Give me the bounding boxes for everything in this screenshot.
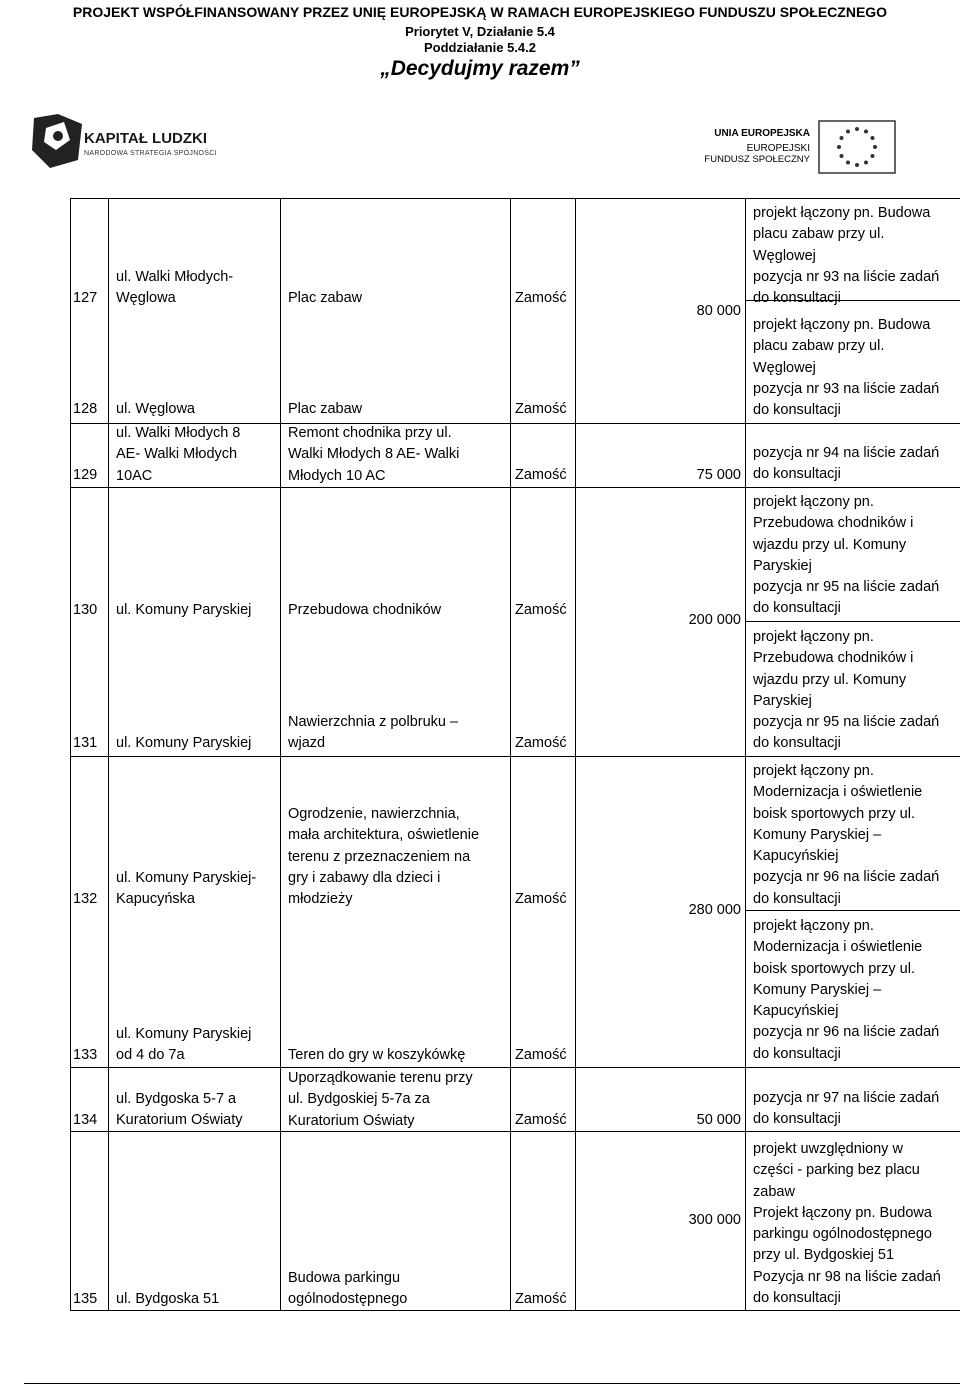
kapital-ludzki-logo (28, 110, 288, 172)
place-cell: Zamość (515, 602, 567, 618)
place-cell: Zamość (515, 290, 567, 306)
kapital-ludzki-title: KAPITAŁ LUDZKI (84, 130, 208, 147)
amount-cell: 80 000 (696, 303, 741, 319)
column-divider-4 (575, 198, 576, 1310)
note-divider (745, 910, 960, 911)
note-divider (745, 621, 960, 622)
note-cell: projekt łączony pn. Modernizacja i oświetlenie boisk sportowych przy ul. Komuny Paryskiej – Kapucyńskiej pozycja nr 96 na liście zadań do konsultacji (753, 918, 940, 1062)
note-cell: projekt łączony pn. Budowa placu zabaw przy ul. Węglowej pozycja nr 93 na liście zadań do konsultacji (753, 205, 940, 307)
row-number: 129 (73, 467, 98, 483)
row-number: 130 (73, 602, 98, 618)
street-cell: ul. Komuny Paryskiej (116, 735, 252, 751)
row-divider (70, 487, 960, 488)
note-cell: projekt łączony pn. Budowa placu zabaw przy ul. Węglowej pozycja nr 93 na liście zadań do konsultacji (753, 317, 940, 419)
header-line-1: PROJEKT WSPÓŁFINANSOWANY PRZEZ UNIĘ EUROPEJSKĄ W RAMACH EUROPEJSKIEGO FUNDUSZU SPOŁECZNEGO (72, 4, 888, 20)
column-divider-3 (510, 198, 511, 1310)
street-cell: ul. Węglowa (116, 401, 195, 417)
note-cell: projekt uwzględniony w części - parking bez placu zabaw Projekt łączony pn. Budowa parkingu ogólnodostępnego przy ul. Bydgoskiej 51 Pozycja nr 98 na liście zadań do konsultacji (753, 1141, 941, 1307)
row-number: 128 (73, 401, 98, 417)
place-cell: Zamość (515, 467, 567, 483)
header-line-2: Priorytet V, Działanie 5.4 (405, 24, 555, 39)
street-cell: ul. Bydgoska 5-7 a Kuratorium Oświaty (116, 1091, 243, 1129)
amount-cell: 50 000 (696, 1112, 741, 1128)
street-cell: ul. Komuny Paryskiej (116, 602, 252, 618)
street-cell: ul. Walki Młodych- Węglowa (116, 269, 234, 307)
street-cell: ul. Komuny Paryskiej od 4 do 7a (116, 1026, 252, 1064)
column-divider-1 (108, 198, 109, 1310)
row-divider (70, 1067, 960, 1068)
row-number: 131 (73, 735, 98, 751)
row-number: 133 (73, 1047, 98, 1063)
column-divider-2 (280, 198, 281, 1310)
task-cell: Przebudowa chodników (288, 602, 442, 618)
kapital-ludzki-subtitle: NARODOWA STRATEGIA SPÓJNOŚCI (84, 150, 217, 157)
amount-cell: 300 000 (688, 1212, 741, 1228)
header-motto: „Decydujmy razem” (380, 57, 580, 80)
row-number: 132 (73, 891, 98, 907)
column-divider-5 (745, 198, 746, 1310)
street-cell: ul. Komuny Paryskiej- Kapucyńska (116, 870, 257, 908)
ue-efs-logo (700, 118, 900, 178)
ue-line-1: UNIA EUROPEJSKA (714, 128, 810, 139)
street-cell: ul. Bydgoska 51 (116, 1291, 220, 1307)
table-border-left (70, 198, 71, 1310)
row-divider (70, 756, 960, 757)
note-cell: projekt łączony pn. Przebudowa chodników i wjazdu przy ul. Komuny Paryskiej pozycja nr 95 na liście zadań do konsultacji (753, 629, 940, 752)
ue-line-2: EUROPEJSKI (746, 143, 810, 154)
amount-cell: 75 000 (696, 467, 741, 483)
task-cell: Nawierzchnia z polbruku – wjazd (288, 714, 459, 752)
note-cell: projekt łączony pn. Modernizacja i oświetlenie boisk sportowych przy ul. Komuny Paryskiej – Kapucyńskiej pozycja nr 96 na liście zadań do konsultacji (753, 763, 940, 907)
task-cell: Plac zabaw (288, 290, 363, 306)
ue-line-3: FUNDUSZ SPOŁECZNY (704, 154, 810, 165)
place-cell: Zamość (515, 1291, 567, 1307)
task-cell: Uporządkowanie terenu przy ul. Bydgoskiej 5-7a za Kuratorium Oświaty (288, 1070, 473, 1129)
kapital-ludzki-emblem-icon (28, 110, 88, 172)
task-cell: Remont chodnika przy ul. Walki Młodych 8 AE- Walki Młodych 10 AC (288, 425, 460, 484)
note-cell: pozycja nr 94 na liście zadań do konsultacji (753, 445, 940, 483)
task-cell: Plac zabaw (288, 401, 363, 417)
street-cell: ul. Walki Młodych 8 AE- Walki Młodych 10AC (116, 425, 241, 484)
place-cell: Zamość (515, 735, 567, 751)
footer-rule (24, 1383, 960, 1384)
task-cell: Teren do gry w koszykówkę (288, 1047, 466, 1063)
place-cell: Zamość (515, 1112, 567, 1128)
table-top-border (70, 198, 960, 199)
amount-cell: 200 000 (688, 612, 741, 628)
place-cell: Zamość (515, 1047, 567, 1063)
task-cell: Budowa parkingu ogólnodostępnego (288, 1270, 408, 1308)
header-line-3: Poddziałanie 5.4.2 (424, 40, 536, 55)
row-number: 134 (73, 1112, 98, 1128)
note-cell: pozycja nr 97 na liście zadań do konsultacji (753, 1090, 940, 1128)
task-cell: Ogrodzenie, nawierzchnia, mała architektura, oświetlenie terenu z przeznaczeniem na gry i zabawy dla dzieci i młodzieży (288, 806, 480, 908)
note-cell: projekt łączony pn. Przebudowa chodników i wjazdu przy ul. Komuny Paryskiej pozycja nr 95 na liście zadań do konsultacji (753, 494, 940, 617)
place-cell: Zamość (515, 401, 567, 417)
row-number: 135 (73, 1291, 98, 1307)
amount-cell: 280 000 (688, 902, 741, 918)
place-cell: Zamość (515, 891, 567, 907)
eu-flag-icon (818, 120, 896, 174)
row-number: 127 (73, 290, 98, 306)
